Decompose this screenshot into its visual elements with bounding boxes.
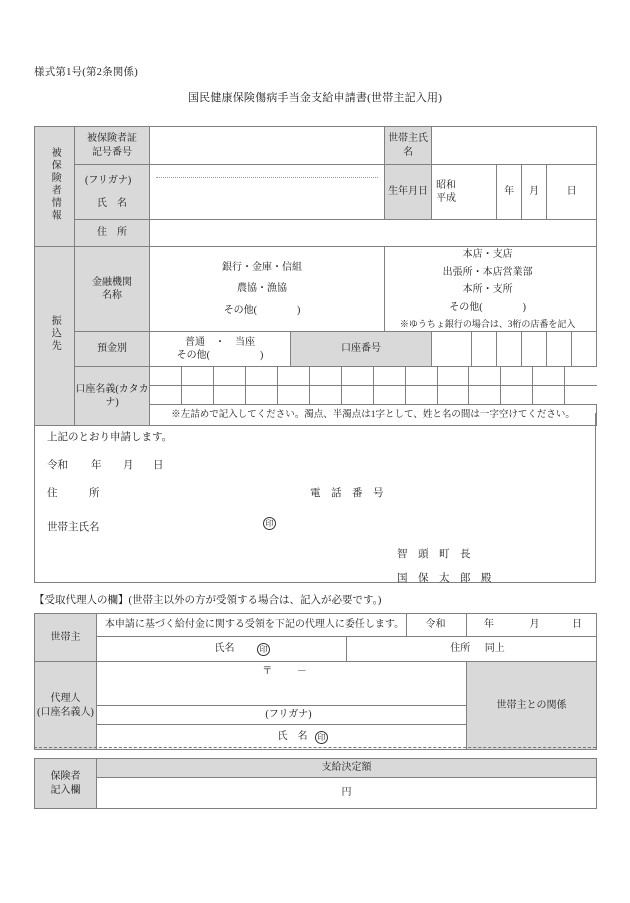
account-number-label: 口座番号 <box>291 332 432 367</box>
branch-type-option-0: 本店・支店 <box>462 249 513 260</box>
insurer-row-amount-value <box>35 778 597 809</box>
proxy-date-day: 日 <box>572 619 583 631</box>
proxy-agent-seal <box>315 731 328 745</box>
katakana-cell-r1c1[interactable] <box>150 367 182 386</box>
seal-icon: 印 <box>263 517 276 530</box>
name-label <box>75 165 150 220</box>
insured-side-label-text: 被保険者情報 <box>49 146 61 222</box>
proxy-relation-label: 世帯主との関係 <box>496 699 567 711</box>
account-number-cell-5[interactable] <box>572 332 597 367</box>
addressee-title: 智 頭 町 長 <box>397 549 471 560</box>
katakana-cell-r2c5[interactable] <box>278 386 310 405</box>
proxy-householder-label: 世帯主 <box>35 614 97 662</box>
proxy-table <box>34 613 597 750</box>
katakana-cell-r2c10[interactable] <box>437 386 469 405</box>
account-holder-label: 口座名義(カタカナ) <box>75 367 150 426</box>
proxy-name-seal <box>257 643 270 657</box>
proxy-name-label: 氏名 <box>214 643 235 655</box>
era-heisei: 平成 <box>436 193 457 204</box>
katakana-cell-r2c6[interactable] <box>309 386 341 405</box>
table-row-address <box>35 220 597 247</box>
statement-date-month[interactable]: 月 <box>123 460 134 471</box>
birthdate-label: 生年月日 <box>385 165 432 220</box>
proxy-name-field[interactable] <box>97 637 347 662</box>
cut-line-divider <box>34 747 596 748</box>
birthdate-year-unit[interactable]: 年 <box>497 165 522 220</box>
katakana-cell-r2c4[interactable] <box>246 386 278 405</box>
katakana-cell-r2c14[interactable] <box>565 386 597 405</box>
statement-line: 上記のとおり申請します。 <box>47 432 173 443</box>
bank-name-label-line1: 金融機関 <box>92 276 132 288</box>
insurer-row-amount-label <box>35 759 597 778</box>
seal-icon: 印 <box>257 643 270 656</box>
proxy-date-era: 令和 <box>407 614 467 637</box>
deposit-option-normal-current: 普通 ・ 当座 <box>185 336 255 348</box>
insurer-table-wrap <box>34 758 597 809</box>
payment-amount-field[interactable] <box>97 778 597 809</box>
deposit-type-label: 預金別 <box>75 332 150 367</box>
statement-seal <box>263 517 276 530</box>
katakana-cell-r1c9[interactable] <box>405 367 437 386</box>
table-row-katakana <box>35 367 597 405</box>
statement-address-label: 住 所 <box>47 488 100 499</box>
address-label: 住 所 <box>75 220 150 247</box>
katakana-cell-r1c5[interactable] <box>278 367 310 386</box>
katakana-cell-r1c7[interactable] <box>341 367 373 386</box>
furigana-dotted-line <box>156 177 378 178</box>
furigana-label: (フリガナ) <box>85 174 132 186</box>
proxy-table-wrap <box>34 613 597 750</box>
table-row-bank <box>35 247 597 332</box>
katakana-cell-r2c13[interactable] <box>533 386 565 405</box>
proxy-relation-field[interactable] <box>467 662 597 750</box>
table-row-name <box>35 165 597 220</box>
katakana-cell-r2c7[interactable] <box>341 386 373 405</box>
birthdate-day-unit[interactable]: 日 <box>547 165 597 220</box>
katakana-note: ※左詰めで記入してください。濁点、半濁点は1字として、姓と名の間は一字空けてください。 <box>150 405 597 426</box>
account-number-cell-0[interactable] <box>432 332 472 367</box>
account-number-cell-4[interactable] <box>547 332 572 367</box>
branch-type-option-1: 出張所・本店営業部 <box>442 266 533 278</box>
proxy-date-year: 年 <box>484 619 495 631</box>
statement-phone-label: 電 話 番 号 <box>310 488 384 499</box>
name-label-text: 氏 名 <box>97 198 127 209</box>
katakana-cell-r1c4[interactable] <box>246 367 278 386</box>
katakana-cell-r2c9[interactable] <box>405 386 437 405</box>
bank-name-label-line2: 名称 <box>102 290 122 302</box>
bank-type-option-2: その他( ) <box>223 304 301 316</box>
address-input[interactable] <box>150 220 597 247</box>
katakana-cell-r1c10[interactable] <box>437 367 469 386</box>
katakana-grid-row-2 <box>150 386 597 405</box>
proxy-row-name <box>35 637 597 662</box>
katakana-cell-r1c2[interactable] <box>182 367 214 386</box>
proxy-address-label: 住所 <box>450 643 471 655</box>
householder-name-label: 世帯主氏名 <box>385 127 432 165</box>
branch-type-option-3: その他( ) <box>449 301 526 313</box>
postal-dash: － <box>296 666 307 677</box>
proxy-row-postal <box>35 662 597 706</box>
proxy-delegation-text: 本申請に基づく給付金に関する受領を下記の代理人に委任します。 <box>97 614 407 637</box>
table-row-cert-number <box>35 127 597 165</box>
proxy-furigana-label: (フリガナ) <box>97 706 467 725</box>
postal-mark-icon: 〒 <box>262 666 273 677</box>
deposit-option-other: その他( ) <box>176 350 264 362</box>
proxy-section-heading: 【受取代理人の欄】(世帯主以外の方が受領する場合は、記入が必要です。) <box>34 595 382 606</box>
statement-block <box>34 413 596 583</box>
katakana-cell-r2c8[interactable] <box>373 386 405 405</box>
bank-name-label <box>75 247 150 332</box>
katakana-cell-r2c2[interactable] <box>182 386 214 405</box>
katakana-cell-r1c13[interactable] <box>533 367 565 386</box>
cert-number-label <box>75 127 150 165</box>
bank-type-option-0: 銀行・金庫・信組 <box>222 261 303 273</box>
account-number-cell-1[interactable] <box>472 332 497 367</box>
proxy-date-units[interactable] <box>467 614 597 637</box>
insured-and-transfer-table <box>34 126 597 426</box>
statement-date-era: 令和 <box>47 460 68 471</box>
katakana-cell-r2c3[interactable] <box>214 386 246 405</box>
seal-icon: 印 <box>315 731 328 744</box>
deposit-type-options[interactable] <box>150 332 291 367</box>
bank-type-option-1: 農協・漁協 <box>237 283 288 295</box>
insurer-table <box>34 758 597 809</box>
bank-type-options[interactable] <box>150 247 385 332</box>
addressee-name: 国 保 太 郎 殿 <box>397 573 492 584</box>
statement-date-day[interactable]: 日 <box>153 460 164 471</box>
cert-number-label-line1: 被保険者証 <box>87 133 137 144</box>
insured-side-label <box>35 127 75 247</box>
branch-note: ※ゆうちょ銀行の場合は、3桁の店番を記入 <box>399 319 576 329</box>
table-row-account <box>35 332 597 367</box>
katakana-cell-r1c6[interactable] <box>309 367 341 386</box>
statement-householder-label: 世帯主氏名 <box>47 522 100 533</box>
katakana-cell-r2c12[interactable] <box>501 386 533 405</box>
payment-amount-label: 支給決定額 <box>97 759 597 778</box>
katakana-cell-r1c14[interactable] <box>565 367 597 386</box>
katakana-cell-r2c11[interactable] <box>469 386 501 405</box>
katakana-grid-row-1 <box>150 367 597 386</box>
branch-type-option-2: 本所・支所 <box>462 284 513 295</box>
proxy-row-householder <box>35 614 597 637</box>
proxy-address-field[interactable] <box>347 637 597 662</box>
account-number-cell-3[interactable] <box>522 332 547 367</box>
proxy-address-value: 同上 <box>484 643 505 655</box>
proxy-agent-label-line1: 代理人 <box>50 693 81 704</box>
proxy-agent-label <box>35 662 97 750</box>
main-form-table <box>34 126 597 426</box>
birthdate-month-unit[interactable]: 月 <box>522 165 547 220</box>
insurer-side-label-line2: 記入欄 <box>50 784 81 796</box>
era-showa: 昭和 <box>436 179 457 191</box>
katakana-cell-r1c3[interactable] <box>214 367 246 386</box>
page-title: 国民健康保険傷病手当金支給申請書(世帯主記入用) <box>187 92 443 104</box>
katakana-grid-wrap <box>150 367 597 405</box>
form-code: 様式第1号(第2条関係) <box>34 67 138 78</box>
proxy-agent-name-field[interactable] <box>97 725 467 750</box>
katakana-grid <box>150 367 597 404</box>
birthdate-era[interactable] <box>432 165 497 220</box>
account-number-cell-2[interactable] <box>497 332 522 367</box>
cert-number-input[interactable] <box>150 127 385 165</box>
katakana-cell-r1c8[interactable] <box>373 367 405 386</box>
insurer-side-label <box>35 759 97 809</box>
insurer-side-label-line1: 保険者 <box>50 771 81 782</box>
katakana-cell-r1c11[interactable] <box>469 367 501 386</box>
name-input[interactable] <box>150 165 385 220</box>
proxy-agent-name-label: 氏 名 <box>277 731 308 743</box>
proxy-postal-field[interactable] <box>97 662 467 706</box>
transfer-side-label <box>35 247 75 426</box>
statement-date-year[interactable]: 年 <box>91 460 102 471</box>
householder-name-input[interactable] <box>432 127 597 165</box>
branch-type-options[interactable] <box>385 247 597 332</box>
proxy-date-month: 月 <box>529 619 540 631</box>
katakana-cell-r2c1[interactable] <box>150 386 182 405</box>
currency-unit: 円 <box>341 787 352 799</box>
cert-number-label-line2: 記号番号 <box>92 146 132 158</box>
proxy-agent-label-line2: (口座名義人) <box>37 706 94 718</box>
transfer-side-label-text: 振込先 <box>49 315 61 353</box>
katakana-cell-r1c12[interactable] <box>501 367 533 386</box>
